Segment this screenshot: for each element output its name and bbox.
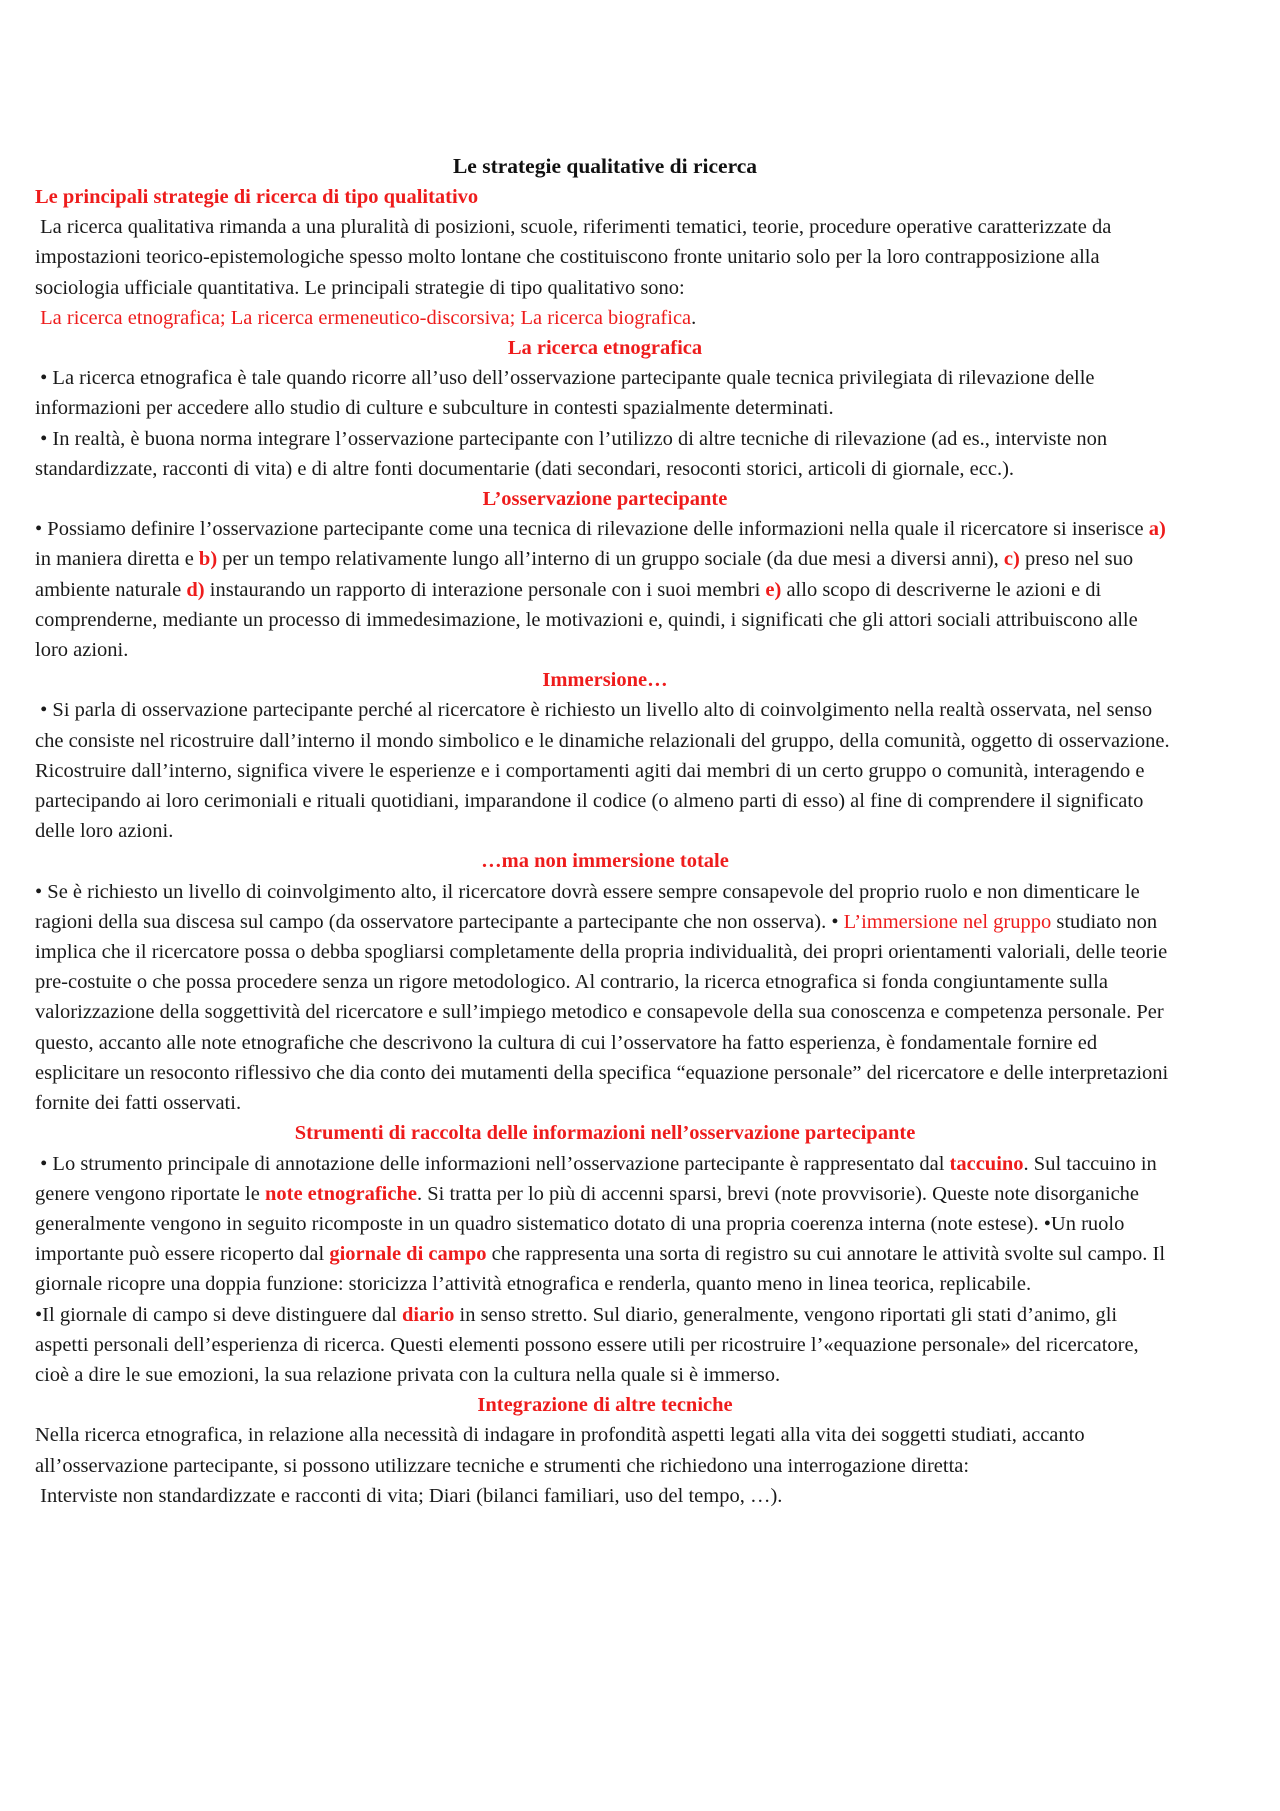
document-page [35, 150, 1175, 1511]
strategies-names: La ricerca etnografica; La ricerca ermeneutico-discorsiva; La ricerca biografica [40, 306, 692, 329]
bullet-ethnographic-1 [35, 363, 1175, 423]
heading-not-total-immersion: …ma non immersione totale [481, 850, 729, 873]
text-run: allo scopo di descriverne le azioni e di comprenderne, mediante un processo di immedesimazione, le motivazioni e, quindi, i significati che gli attori sociali attribuiscono alle loro azioni. [35, 578, 1138, 662]
paragraph-immersion [35, 695, 1175, 846]
heading-other-techniques: Integrazione di altre tecniche [477, 1394, 733, 1417]
marker-c: c) [1003, 548, 1020, 571]
text-run: Nella ricerca etnografica, in relazione alla necessità di indagare in profondità aspetti legati alla vita dei soggetti studiati, accanto all’osservazione partecipante, si possono utilizzare tecniche e strumenti che richiedono una interrogazione diretta: [35, 1424, 1085, 1477]
strategies-list [35, 303, 1175, 333]
marker-b: b) [198, 548, 218, 571]
paragraph-other-techniques [35, 1420, 1175, 1480]
paragraph-intro [35, 212, 1175, 303]
text-run: in senso stretto. Sul diario, generalmente, vengono riportati gli stati d’animo, gli aspetti personali dell’esperienza di ricerca. Questi elementi possono essere utili per ricostruire l’«equazione personale» del ricercatore, cioè a dire le sue emozioni, la sua relazione privata con la cultura nella quale si è immerso. [35, 1303, 1139, 1386]
heading-immersion: Immersione… [542, 669, 668, 692]
keyword-note-etnografiche: note etnografiche [264, 1182, 417, 1205]
keyword-giornale-di-campo: giornale di campo [329, 1243, 487, 1266]
text-run: Interviste non standardizzate e racconti di vita; Diari (bilanci familiari, uso del tempo, …). [40, 1484, 783, 1507]
text-run: • Lo strumento principale di annotazione delle informazioni nell’osservazione partecipante è rappresentato dal [40, 1152, 950, 1175]
text-run: instaurando un rapporto di interazione personale con i suoi membri [204, 578, 766, 601]
text-run: . Si tratta per lo più di accenni sparsi, brevi (note provvisorie). Queste note disorganiche generalmente vengono in seguito ricomposte in un quadro sistematico dotato di una propria coerenza interna (note estese). •Un ruolo importante può essere ricoperto dal [35, 1182, 1140, 1266]
text-run: • Possiamo definire l’osservazione partecipante come una tecnica di rilevazione delle informazioni nella quale il ricercatore si inserisce [35, 518, 1149, 541]
paragraph-not-total-immersion [35, 877, 1175, 1119]
document-title: Le strategie qualitative di ricerca [452, 154, 758, 178]
text-run: che rappresenta una sorta di registro su cui annotare le attività svolte sul campo. Il giornale ricopre una doppia funzione: storicizza l’attività etnografica e renderla, quanto meno in linea teorica, replicabile. [35, 1243, 1166, 1296]
techniques-list [35, 1481, 1175, 1511]
heading-principal-strategies: Le principali strategie di ricerca di tipo qualitativo [35, 186, 479, 208]
intro-text: La ricerca qualitativa rimanda a una pluralità di posizioni, scuole, riferimenti tematici, teorie, procedure operative caratterizzate da impostazioni teorico-epistemologiche spesso molto lontane che costituiscono fronte unitario solo per la loro contrapposizione alla sociologia ufficiale quantitativa. Le principali strategie di tipo qualitativo sono: [35, 216, 1112, 299]
marker-d: d) [186, 578, 205, 601]
strategies-end: . [691, 306, 697, 329]
text-run: in maniera diretta e [35, 548, 199, 571]
marker-e: e) [765, 578, 782, 601]
text-run: per un tempo relativamente lungo all’interno di un gruppo sociale (da due mesi a diversi anni), [217, 548, 1004, 571]
heading-ethnographic-research: La ricerca etnografica [507, 337, 703, 360]
text-run: • Se è richiesto un livello di coinvolgimento alto, il ricercatore dovrà essere sempre consapevole del proprio ruolo e non dimenticare le ragioni della sua discesa sul campo (da osservatore partecipante a partecipante che non osserva). • [35, 880, 1140, 933]
heading-collection-tools: Strumenti di raccolta delle informazioni nell’osservazione partecipante [294, 1122, 916, 1145]
bullet-ethnographic-2 [35, 424, 1175, 484]
paragraph-diary [35, 1300, 1175, 1391]
text-run: •Il giornale di campo si deve distinguere dal [35, 1303, 402, 1326]
text-run: preso nel suo ambiente naturale [35, 548, 1134, 601]
heading-participant-observation: L’osservazione partecipante [482, 488, 728, 511]
bullet-text: • La ricerca etnografica è tale quando ricorre all’uso dell’osservazione partecipante quale tecnica privilegiata di rilevazione delle informazioni per accedere allo studio di culture e subculture in contesti spazialmente determinati. [35, 367, 1095, 420]
text-run: studiato non implica che il ricercatore possa o debba spogliarsi completamente della propria individualità, dei propri orientamenti valoriali, delle teorie pre-costuite o che possa procedere senza un rigore metodologico. Al contrario, la ricerca etnografica si fonda congiuntamente sulla valorizzazione della soggettività del ricercatore e sull’impiego metodico e consapevole della sua conoscenza e competenza personale. Per questo, accanto alle note etnografiche che descrivono la cultura di cui l’osservatore ha fatto esperienza, è fondamentale fornire ed esplicitare un resoconto riflessivo che dia conto dei mutamenti della specifica “equazione personale” del ricercatore e delle interpretazioni fornite dei fatti osservati. [35, 910, 1169, 1115]
paragraph-participant-observation [35, 514, 1175, 665]
keyword-diario: diario [401, 1303, 455, 1326]
bullet-text: • In realtà, è buona norma integrare l’osservazione partecipante con l’utilizzo di altre tecniche di rilevazione (ad es., interviste non standardizzate, racconti di vita) e di altre fonti documentarie (dati secondari, resoconti storici, articoli di giornale, ecc.). [35, 427, 1108, 480]
marker-a: a) [1148, 518, 1166, 541]
highlight-immersion-group: L’immersione nel gruppo [843, 910, 1052, 933]
text-run: • Si parla di osservazione partecipante perché al ricercatore è richiesto un livello alto di coinvolgimento nella realtà osservata, nel senso che consiste nel ricostruire dall’interno il mondo simbolico e le dinamiche relazionali del gruppo, della comunità, oggetto di osservazione. Ricostruire dall’interno, significa vivere le esperienze e i comportamenti agiti dai membri di un certo gruppo o comunità, interagendo e partecipando ai loro cerimoniali e rituali quotidiani, imparandone il codice (o almeno parti di esso) al fine di comprendere il significato delle loro azioni. [35, 699, 1170, 843]
text-run: . Sul taccuino in genere vengono riportate le [35, 1152, 1157, 1205]
paragraph-collection-tools [35, 1149, 1175, 1300]
keyword-taccuino: taccuino [949, 1152, 1024, 1175]
